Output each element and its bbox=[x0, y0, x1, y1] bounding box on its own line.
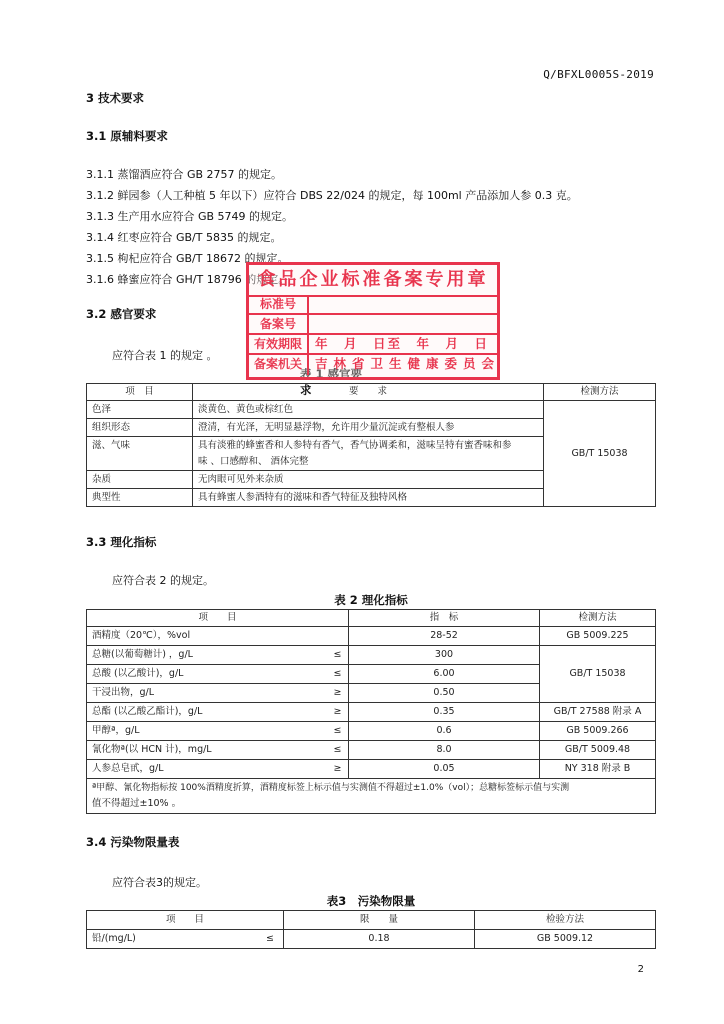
table-cell: 干浸出物，g/L bbox=[87, 684, 328, 703]
requirement-line: 3.1.1 蒸馏酒应符合 GB 2757 的规定。 bbox=[86, 168, 283, 181]
table-cell: ≥ bbox=[327, 703, 349, 722]
table-cell: GB/T 5009.48 bbox=[540, 741, 656, 760]
table-cell: 人参总皂甙，g/L bbox=[87, 760, 328, 779]
subsection-title: 3.4 污染物限量表 bbox=[86, 835, 180, 849]
table-cell: 氰化物ª(以 HCN 计)，mg/L bbox=[87, 741, 328, 760]
table-header-cell: 检测方法 bbox=[544, 384, 656, 401]
table-cell: NY 318 附录 B bbox=[540, 760, 656, 779]
stamp-row bbox=[249, 295, 497, 315]
table-cell: GB 5009.225 bbox=[540, 627, 656, 646]
stamp-value bbox=[315, 315, 493, 333]
table-header-cell: 限 量 bbox=[284, 911, 475, 930]
table-cell: 0.50 bbox=[349, 684, 540, 703]
table-header-cell: 指 标 bbox=[349, 610, 540, 627]
table-cell: GB/T 27588 附录 A bbox=[540, 703, 656, 722]
table-cell: 酒精度（20℃），%vol bbox=[87, 627, 328, 646]
subsection-title: 3.3 理化指标 bbox=[86, 535, 157, 549]
table-header-cell: 项 目 bbox=[87, 384, 193, 401]
table-cell: ≥ bbox=[327, 684, 349, 703]
table-cell bbox=[193, 437, 544, 471]
stamp-row bbox=[249, 315, 497, 335]
requirement-line: 3.1.5 枸杞应符合 GB/T 18672 的规定。 bbox=[86, 252, 289, 265]
contaminant-table bbox=[86, 910, 656, 949]
table-cell: GB/T 15038 bbox=[540, 646, 656, 703]
requirement-line: 3.1.3 生产用水应符合 GB 5749 的规定。 bbox=[86, 210, 294, 223]
table-header-cell: 检测方法 bbox=[540, 610, 656, 627]
table-cell-line: 味 、口感醇和、 酒体完整 bbox=[198, 455, 309, 467]
stamp-label: 备案号 bbox=[249, 315, 309, 333]
stamp-label: 标准号 bbox=[249, 295, 309, 313]
table-cell: 具有蜂蜜人参酒特有的滋味和香气特征及独特风格 bbox=[193, 489, 544, 507]
paragraph: 应符合表 2 的规定。 bbox=[112, 574, 214, 587]
stamp-value: 年 月 日至 年 月 日 bbox=[315, 336, 490, 351]
table-cell: GB/T 15038 bbox=[544, 401, 656, 507]
paragraph: 应符合表3的规定。 bbox=[112, 876, 207, 889]
table-cell: 典型性 bbox=[87, 489, 193, 507]
stamp-label: 有效期限 bbox=[249, 335, 309, 353]
requirement-line: 3.1.6 蜂蜜应符合 GH/T 18796 的规定。 bbox=[86, 273, 290, 286]
table-footnote bbox=[87, 779, 656, 814]
table-cell: 总糖(以葡萄糖计) ，g/L bbox=[87, 646, 328, 665]
table-cell: 滋、气味 bbox=[87, 437, 193, 471]
table-cell: 300 bbox=[349, 646, 540, 665]
page-number: 2 bbox=[637, 964, 644, 975]
stamp-row bbox=[249, 335, 497, 355]
table-cell: ≤ bbox=[327, 646, 349, 665]
stamp-value bbox=[315, 295, 493, 313]
table-cell: 6.00 bbox=[349, 665, 540, 684]
footnote-line: 值不得超过±10% 。 bbox=[92, 798, 182, 809]
table-header-cell: 项 目 bbox=[87, 610, 349, 627]
table-cell: 色泽 bbox=[87, 401, 193, 419]
paragraph: 应符合表 1 的规定 。 bbox=[112, 349, 218, 362]
stamp-row bbox=[249, 355, 501, 375]
table-cell: 杂质 bbox=[87, 471, 193, 489]
requirement-line: 3.1.4 红枣应符合 GB/T 5835 的规定。 bbox=[86, 231, 282, 244]
table-cell: ≤ bbox=[257, 930, 284, 949]
table-cell: ≤ bbox=[327, 741, 349, 760]
table-cell: 无肉眼可见外来杂质 bbox=[193, 471, 544, 489]
requirement-line: 3.1.2 鲜园参（人工种植 5 年以下）应符合 DBS 22/024 的规定，每 100ml 产品添加人参 0.3 克。 bbox=[86, 189, 578, 202]
section-title: 3 技术要求 bbox=[86, 91, 145, 105]
table-cell: 总酸 (以乙酸计)，g/L bbox=[87, 665, 328, 684]
subsection-title: 3.2 感官要求 bbox=[86, 307, 157, 321]
table-cell: 总酯 (以乙酸乙酯计)，g/L bbox=[87, 703, 328, 722]
table-cell: ≥ bbox=[327, 760, 349, 779]
table-cell: 甲醇ª，g/L bbox=[87, 722, 328, 741]
table-caption: 表 1 感官要求 bbox=[300, 367, 363, 397]
table-caption: 表3 污染物限量 bbox=[326, 894, 416, 908]
filing-stamp bbox=[246, 262, 500, 380]
stamp-label: 备案机关 bbox=[249, 355, 309, 375]
table-cell bbox=[327, 627, 349, 646]
table-cell: 铅/(mg/L) bbox=[87, 930, 258, 949]
table-cell: 0.05 bbox=[349, 760, 540, 779]
table-caption: 表 2 理化指标 bbox=[334, 593, 408, 607]
table-cell: 组织形态 bbox=[87, 419, 193, 437]
stamp-value: 吉林省卫生健康委员会 bbox=[315, 356, 501, 371]
table-cell-line: 具有淡雅的蜂蜜香和人参特有香气，香气协调柔和，滋味呈特有蜜香味和参 bbox=[198, 439, 512, 451]
table-cell: GB 5009.266 bbox=[540, 722, 656, 741]
table-cell: 28-52 bbox=[349, 627, 540, 646]
table-cell: 0.6 bbox=[349, 722, 540, 741]
table-header-cell: 要 求 bbox=[193, 384, 544, 401]
footnote-line: ª甲醇、氰化物指标按 100%酒精度折算，酒精度标签上标示值与实测值不得超过±1.0%（vol）；总糖标签标示值与实测 bbox=[92, 783, 570, 793]
table-cell: 0.35 bbox=[349, 703, 540, 722]
subsection-title: 3.1 原辅料要求 bbox=[86, 129, 168, 143]
table-header-cell: 项 目 bbox=[87, 911, 284, 930]
table-cell: ≤ bbox=[327, 665, 349, 684]
physicochemical-table bbox=[86, 609, 656, 814]
table-header-cell: 检验方法 bbox=[475, 911, 656, 930]
table-cell: 澄清，有光泽，无明显悬浮物，允许用少量沉淀或有整根人参 bbox=[193, 419, 544, 437]
stamp-title: 食品企业标准备案专用章 bbox=[249, 265, 497, 297]
table-cell: ≤ bbox=[327, 722, 349, 741]
sensory-table bbox=[86, 383, 656, 507]
table-cell: 淡黄色、黄色或棕红色 bbox=[193, 401, 544, 419]
table-cell: GB 5009.12 bbox=[475, 930, 656, 949]
table-cell: 0.18 bbox=[284, 930, 475, 949]
table-cell: 8.0 bbox=[349, 741, 540, 760]
document-code: Q/BFXL0005S-2019 bbox=[543, 68, 654, 81]
